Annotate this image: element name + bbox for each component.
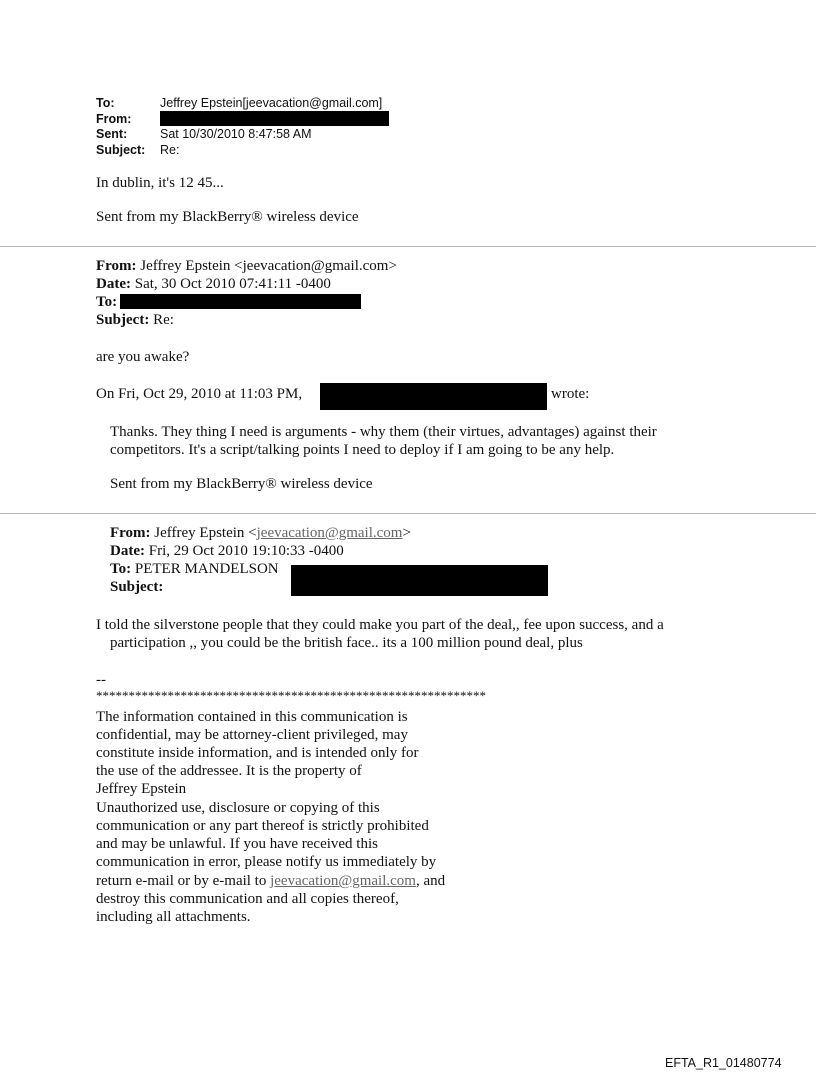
subject-line (96, 312, 174, 329)
email-link[interactable]: jeevacation@gmail.com (256, 525, 403, 541)
message-body: In dublin, it's 12 45... (96, 175, 224, 191)
quoted-text: Thanks. They thing I need is arguments - why them (their virtues, advantages) against their (110, 424, 657, 440)
separator-rule (0, 246, 816, 247)
to-value: PETER MANDELSON (134, 561, 279, 577)
star-divider: ************************************************************ (96, 688, 486, 703)
sent-value: Sat 10/30/2010 8:47:58 AM (160, 127, 312, 141)
subject-line (110, 579, 163, 596)
quoted-signature: Sent from my BlackBerry® wireless device (110, 476, 373, 492)
from-label: From: (96, 112, 132, 126)
disclaimer-line: the use of the addressee. It is the property of (96, 763, 362, 779)
disclaimer-line: communication in error, please notify us immediately by (96, 854, 437, 870)
date-label: Date: (110, 543, 145, 559)
subject-label: Subject: (110, 579, 164, 595)
redaction-box (320, 383, 547, 410)
from-prefix: Jeffrey Epstein < (154, 525, 257, 541)
from-label: From: (110, 525, 151, 541)
date-label: Date: (96, 276, 131, 292)
separator-rule (0, 513, 816, 514)
disclaimer-line: constitute inside information, and is intended only for (96, 745, 419, 761)
sent-label: Sent: (96, 127, 128, 141)
disclaimer-line: destroy this communication and all copies thereof, (96, 891, 399, 907)
quote-attribution-prefix: On Fri, Oct 29, 2010 at 11:03 PM, (96, 386, 303, 402)
subject-value: Re: (160, 143, 180, 157)
message-body: I told the silverstone people that they could make you part of the deal,, fee upon success, and a (96, 617, 664, 633)
disclaimer-line: and may be unlawful. If you have received this (96, 836, 378, 852)
disclaimer-line: The information contained in this communication is (96, 709, 408, 725)
disclaimer-line: including all attachments. (96, 909, 251, 925)
from-label: From: (96, 258, 137, 274)
subject-label: Subject: (96, 312, 150, 328)
subject-label: Subject: (96, 143, 146, 157)
date-value: Fri, 29 Oct 2010 19:10:33 -0400 (148, 543, 344, 559)
date-line (110, 543, 344, 560)
disclaimer-line: Unauthorized use, disclosure or copying of this (96, 800, 380, 816)
from-suffix: > (402, 525, 411, 541)
return-suffix: , and (415, 873, 446, 889)
signature-dashes: -- (96, 672, 106, 688)
message-signature: Sent from my BlackBerry® wireless device (96, 209, 359, 225)
quote-attribution-suffix: wrote: (551, 386, 590, 402)
to-line (110, 561, 279, 578)
subject-value: Re: (153, 312, 174, 328)
message-body: are you awake? (96, 349, 190, 365)
redaction-box (291, 565, 548, 596)
message-body: participation ,, you could be the british face.. its a 100 million pound deal, plus (110, 635, 583, 651)
quoted-text: competitors. It's a script/talking points I need to deploy if I am going to be any help. (110, 442, 615, 458)
date-line (96, 276, 331, 293)
to-value: Jeffrey Epstein[jeevacation@gmail.com] (160, 96, 383, 110)
redaction-box (120, 294, 361, 309)
to-label: To: (96, 96, 115, 110)
disclaimer-line (96, 873, 445, 890)
disclaimer-line: confidential, may be attorney-client privileged, may (96, 727, 408, 743)
to-line (96, 294, 117, 311)
redaction-box (160, 111, 389, 126)
date-value: Sat, 30 Oct 2010 07:41:11 -0400 (134, 276, 331, 292)
to-label: To: (96, 294, 118, 310)
document-id: EFTA_R1_01480774 (665, 1056, 782, 1070)
from-line (96, 258, 397, 275)
email-link[interactable]: jeevacation@gmail.com (270, 873, 416, 889)
from-line (110, 525, 411, 542)
disclaimer-line: communication or any part thereof is strictly prohibited (96, 818, 429, 834)
from-value: Jeffrey Epstein <jeevacation@gmail.com> (140, 258, 397, 274)
to-label: To: (110, 561, 132, 577)
return-prefix: return e-mail or by e-mail to (96, 873, 271, 889)
disclaimer-line: Jeffrey Epstein (96, 781, 187, 797)
